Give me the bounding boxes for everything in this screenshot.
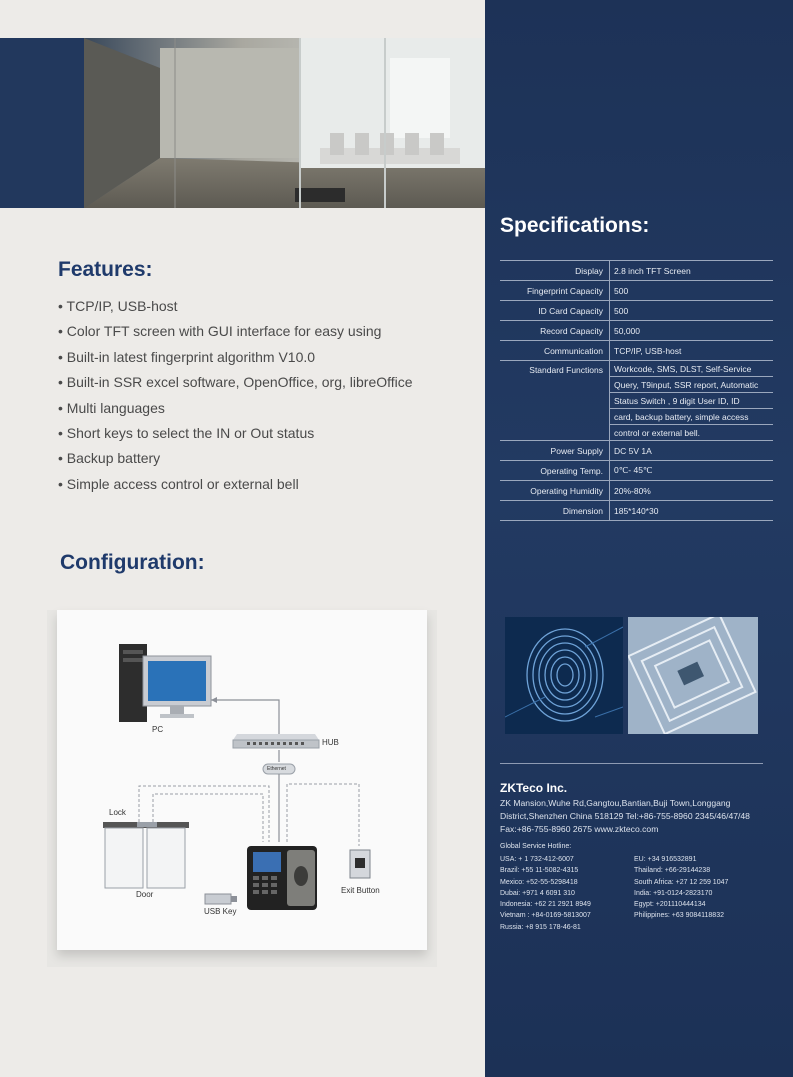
table-row: control or external bell. [500, 425, 773, 441]
hub-icon [233, 734, 319, 748]
fingerprint-image [505, 617, 623, 734]
list-item: • Backup battery [58, 448, 413, 473]
divider [500, 763, 763, 764]
list-item: • Built-in latest fingerprint algorithm V10.0 [58, 347, 413, 372]
list-item: • Multi languages [58, 398, 413, 423]
exit-button-label: Exit Button [341, 886, 380, 895]
lock-label: Lock [109, 808, 126, 817]
table-row: Query, T9input, SSR report, Automatic [500, 377, 773, 393]
table-row: Record Capacity 50,000 [500, 321, 773, 341]
rfid-circuit-image [628, 617, 758, 734]
list-item: Russia: +8 915 178-46-81 [500, 923, 581, 931]
list-item: South Africa: +27 12 259 1047 [634, 878, 729, 886]
table-row: Display 2.8 inch TFT Screen [500, 261, 773, 281]
configuration-title: Configuration: [60, 551, 205, 574]
table-row: ID Card Capacity 500 [500, 301, 773, 321]
usb-key-label: USB Key [204, 907, 237, 916]
table-row: Communication TCP/IP, USB-host [500, 341, 773, 361]
door-label: Door [136, 890, 154, 899]
company-name: ZKTeco Inc. [500, 781, 568, 795]
configuration-diagram [57, 610, 427, 950]
list-item: USA: + 1 732-412-6007 [500, 856, 574, 863]
list-item: EU: +34 916532891 [634, 856, 697, 863]
ethernet-label: Ethernet [267, 766, 286, 772]
features-title: Features: [58, 258, 153, 281]
table-row: Operating Humidity 20%-80% [500, 481, 773, 501]
list-item: Philippines: +63 9084118832 [634, 912, 724, 920]
table-row: Dimension 185*140*30 [500, 501, 773, 521]
usb-key-icon [205, 894, 237, 904]
features-list [58, 296, 413, 499]
fingerprint-terminal-icon [247, 846, 317, 910]
exit-button-icon [350, 850, 370, 878]
list-item: • Simple access control or external bell [58, 474, 413, 499]
list-item: • TCP/IP, USB-host [58, 296, 413, 321]
table-row: card, backup battery, simple access [500, 409, 773, 425]
hotline-list-left [500, 854, 591, 933]
list-item: Mexico: +52-55-5298418 [500, 878, 578, 886]
table-row: Power Supply DC 5V 1A [500, 441, 773, 461]
list-item: • Built-in SSR excel software, OpenOffice, org, libreOffice [58, 372, 413, 397]
list-item: Brazil: +55 11-5082-4315 [500, 867, 579, 875]
list-item: Indonesia: +62 21 2921 8949 [500, 901, 591, 909]
list-item: Vietnam : +84-0169-5813007 [500, 912, 591, 920]
specifications-table [500, 260, 773, 521]
list-item: • Color TFT screen with GUI interface for easy using [58, 321, 413, 346]
list-item: Thailand: +66-29144238 [634, 867, 711, 875]
table-row: Operating Temp. 0℃- 45℃ [500, 461, 773, 481]
hotline-title: Global Service Hotline: [500, 843, 572, 850]
table-row: Status Switch , 9 digit User ID, ID [500, 393, 773, 409]
pc-label: PC [152, 725, 164, 734]
hotline-list-right [634, 854, 728, 922]
table-row: Fingerprint Capacity 500 [500, 281, 773, 301]
specifications-title: Specifications: [500, 214, 650, 237]
list-item: • Short keys to select the IN or Out status [58, 423, 413, 448]
office-photo [0, 38, 485, 208]
list-item: India: +91-0124-2823170 [634, 889, 713, 897]
monitor-icon [143, 656, 211, 718]
door-icon [103, 822, 189, 888]
table-row: Standard Functions Workcode, SMS, DLST, Self-Service [500, 361, 773, 377]
list-item: Dubai: +971 4 6091 310 [500, 889, 575, 897]
list-item: Egypt: +201110444134 [634, 901, 706, 909]
company-address: ZK Mansion,Wuhe Rd,Gangtou,Bantian,Buji Town,Longgang District,Shenzhen China 518129 Tel:+86-755-8960 2345/46/47/48 Fax:+86-755-8960 2675 www.zkteco.com [500, 798, 750, 834]
hub-label: HUB [322, 738, 339, 747]
